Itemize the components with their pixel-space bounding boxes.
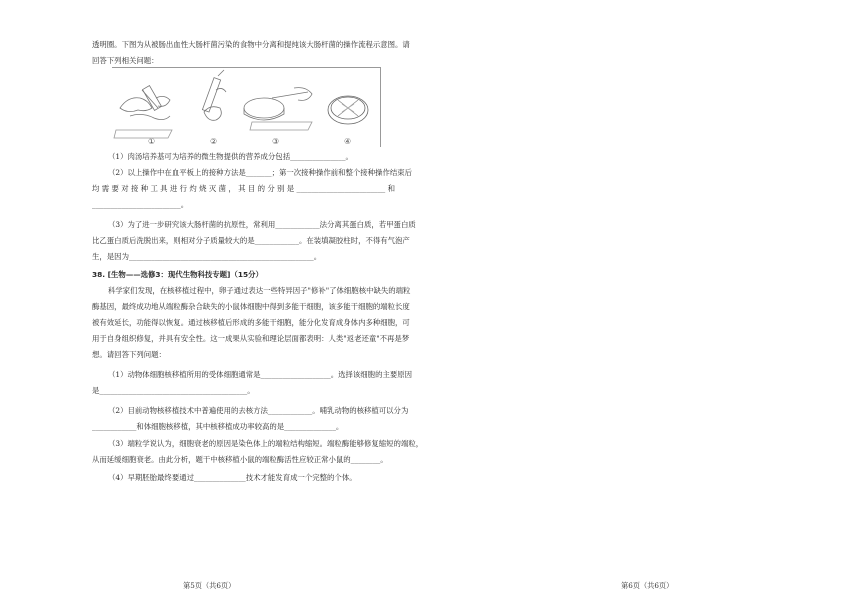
q38-passage-line2: 酶基因，最终成功地从端粒酶杂合缺失的小鼠体细胞中得到多能干细胞，该多能干细胞的端粒长度 — [92, 302, 410, 311]
scene-3-icon — [244, 88, 312, 130]
q38-title: 38. [生物——选修3：现代生物科技专题]（15分） — [92, 270, 263, 279]
q37-part1: （1）肉汤培养基可为培养的微生物提供的营养成分包括_______________。 — [108, 152, 353, 161]
q38-part1-line1: （1）动物体细胞核移植所用的受体细胞通常是___________________。选择该细胞的主要原因 — [108, 370, 413, 379]
scene-2-icon — [202, 70, 226, 120]
q37-part3-line1: （3）为了进一步研究该大肠杆菌的抗原性，常利用____________法分离其蛋白质，若甲蛋白质 — [108, 220, 416, 229]
q38-part2-line2: ____________和体细胞核移植，其中核移植成功率较高的是______________。 — [92, 422, 344, 431]
page-number-left: 第5页（共6页） — [183, 581, 236, 590]
q38-part3-line2: 从而延缓细胞衰老。由此分析，题干中核移植小鼠的端粒酶活性应较正常小鼠的________。 — [92, 455, 388, 464]
q38-passage-line1: 科学家们发现，在核移植过程中，卵子通过表达一些特异因子"修补"了体细胞核中缺失的端粒 — [108, 286, 411, 295]
figure-label-2: ② — [210, 137, 218, 146]
experiment-figure — [112, 67, 381, 147]
q37-part3-line3: 生，是因为__________________________________________________。 — [92, 252, 322, 261]
scene-4-icon — [328, 96, 368, 124]
q38-passage-line4: 用于自身组织修复，并具有安全性。这一成果从实验和理论层面都表明：人类"返老还童"不再是梦 — [92, 334, 410, 343]
q37-part3-line2: 比乙蛋白质后洗脱出来，则相对分子质量较大的是____________。在装填凝胶柱时，不得有气泡产 — [92, 236, 410, 245]
q38-passage-line5: 想。请回答下列问题： — [92, 350, 166, 359]
inoculation-illustration — [112, 68, 380, 147]
q38-passage-line3: 被有效延长，功能得以恢复。通过核移植后形成的多能干细胞，能分化发育成身体内多种细胞，可 — [92, 318, 410, 327]
q37-part2-line2: 均 需 要 对 接 种 工 具 进 行 灼 烧 灭 菌 ， 其 目 的 分 别 是 ________________________ 和 — [92, 184, 395, 193]
q38-part2-line1: （2）目前动物核移植技术中普遍使用的去核方法____________。哺乳动物的核移植可以分为 — [108, 406, 409, 415]
page-number-right: 第6页（共6页） — [621, 581, 674, 590]
q38-part4: （4）早期胚胎最终要通过______________技术才能发育成一个完整的个体。 — [108, 473, 357, 482]
intro-line-1: 透明圈。下图为从被肠出血性大肠杆菌污染的食物中分离和提纯该大肠杆菌的操作流程示意图。请 — [92, 40, 410, 49]
intro-line-2: 回答下列相关问题： — [92, 56, 159, 65]
q37-part2-line1: （2）以上操作中在血平板上的接种方法是_______；第一次接种操作前和整个接种操作结束后 — [108, 168, 413, 177]
q37-part2-line3: ________________________。 — [92, 200, 189, 209]
q38-part1-line2: 是________________________________________。 — [92, 386, 255, 395]
figure-label-3: ③ — [272, 137, 280, 146]
figure-label-1: ① — [148, 137, 156, 146]
figure-label-4: ④ — [344, 137, 352, 146]
scene-1-icon — [114, 86, 172, 138]
q38-part3-line1: （3）端粒学说认为，细胞衰老的原因是染色体上的端粒结构缩短。端粒酶能够修复缩短的端粒， — [108, 439, 424, 448]
